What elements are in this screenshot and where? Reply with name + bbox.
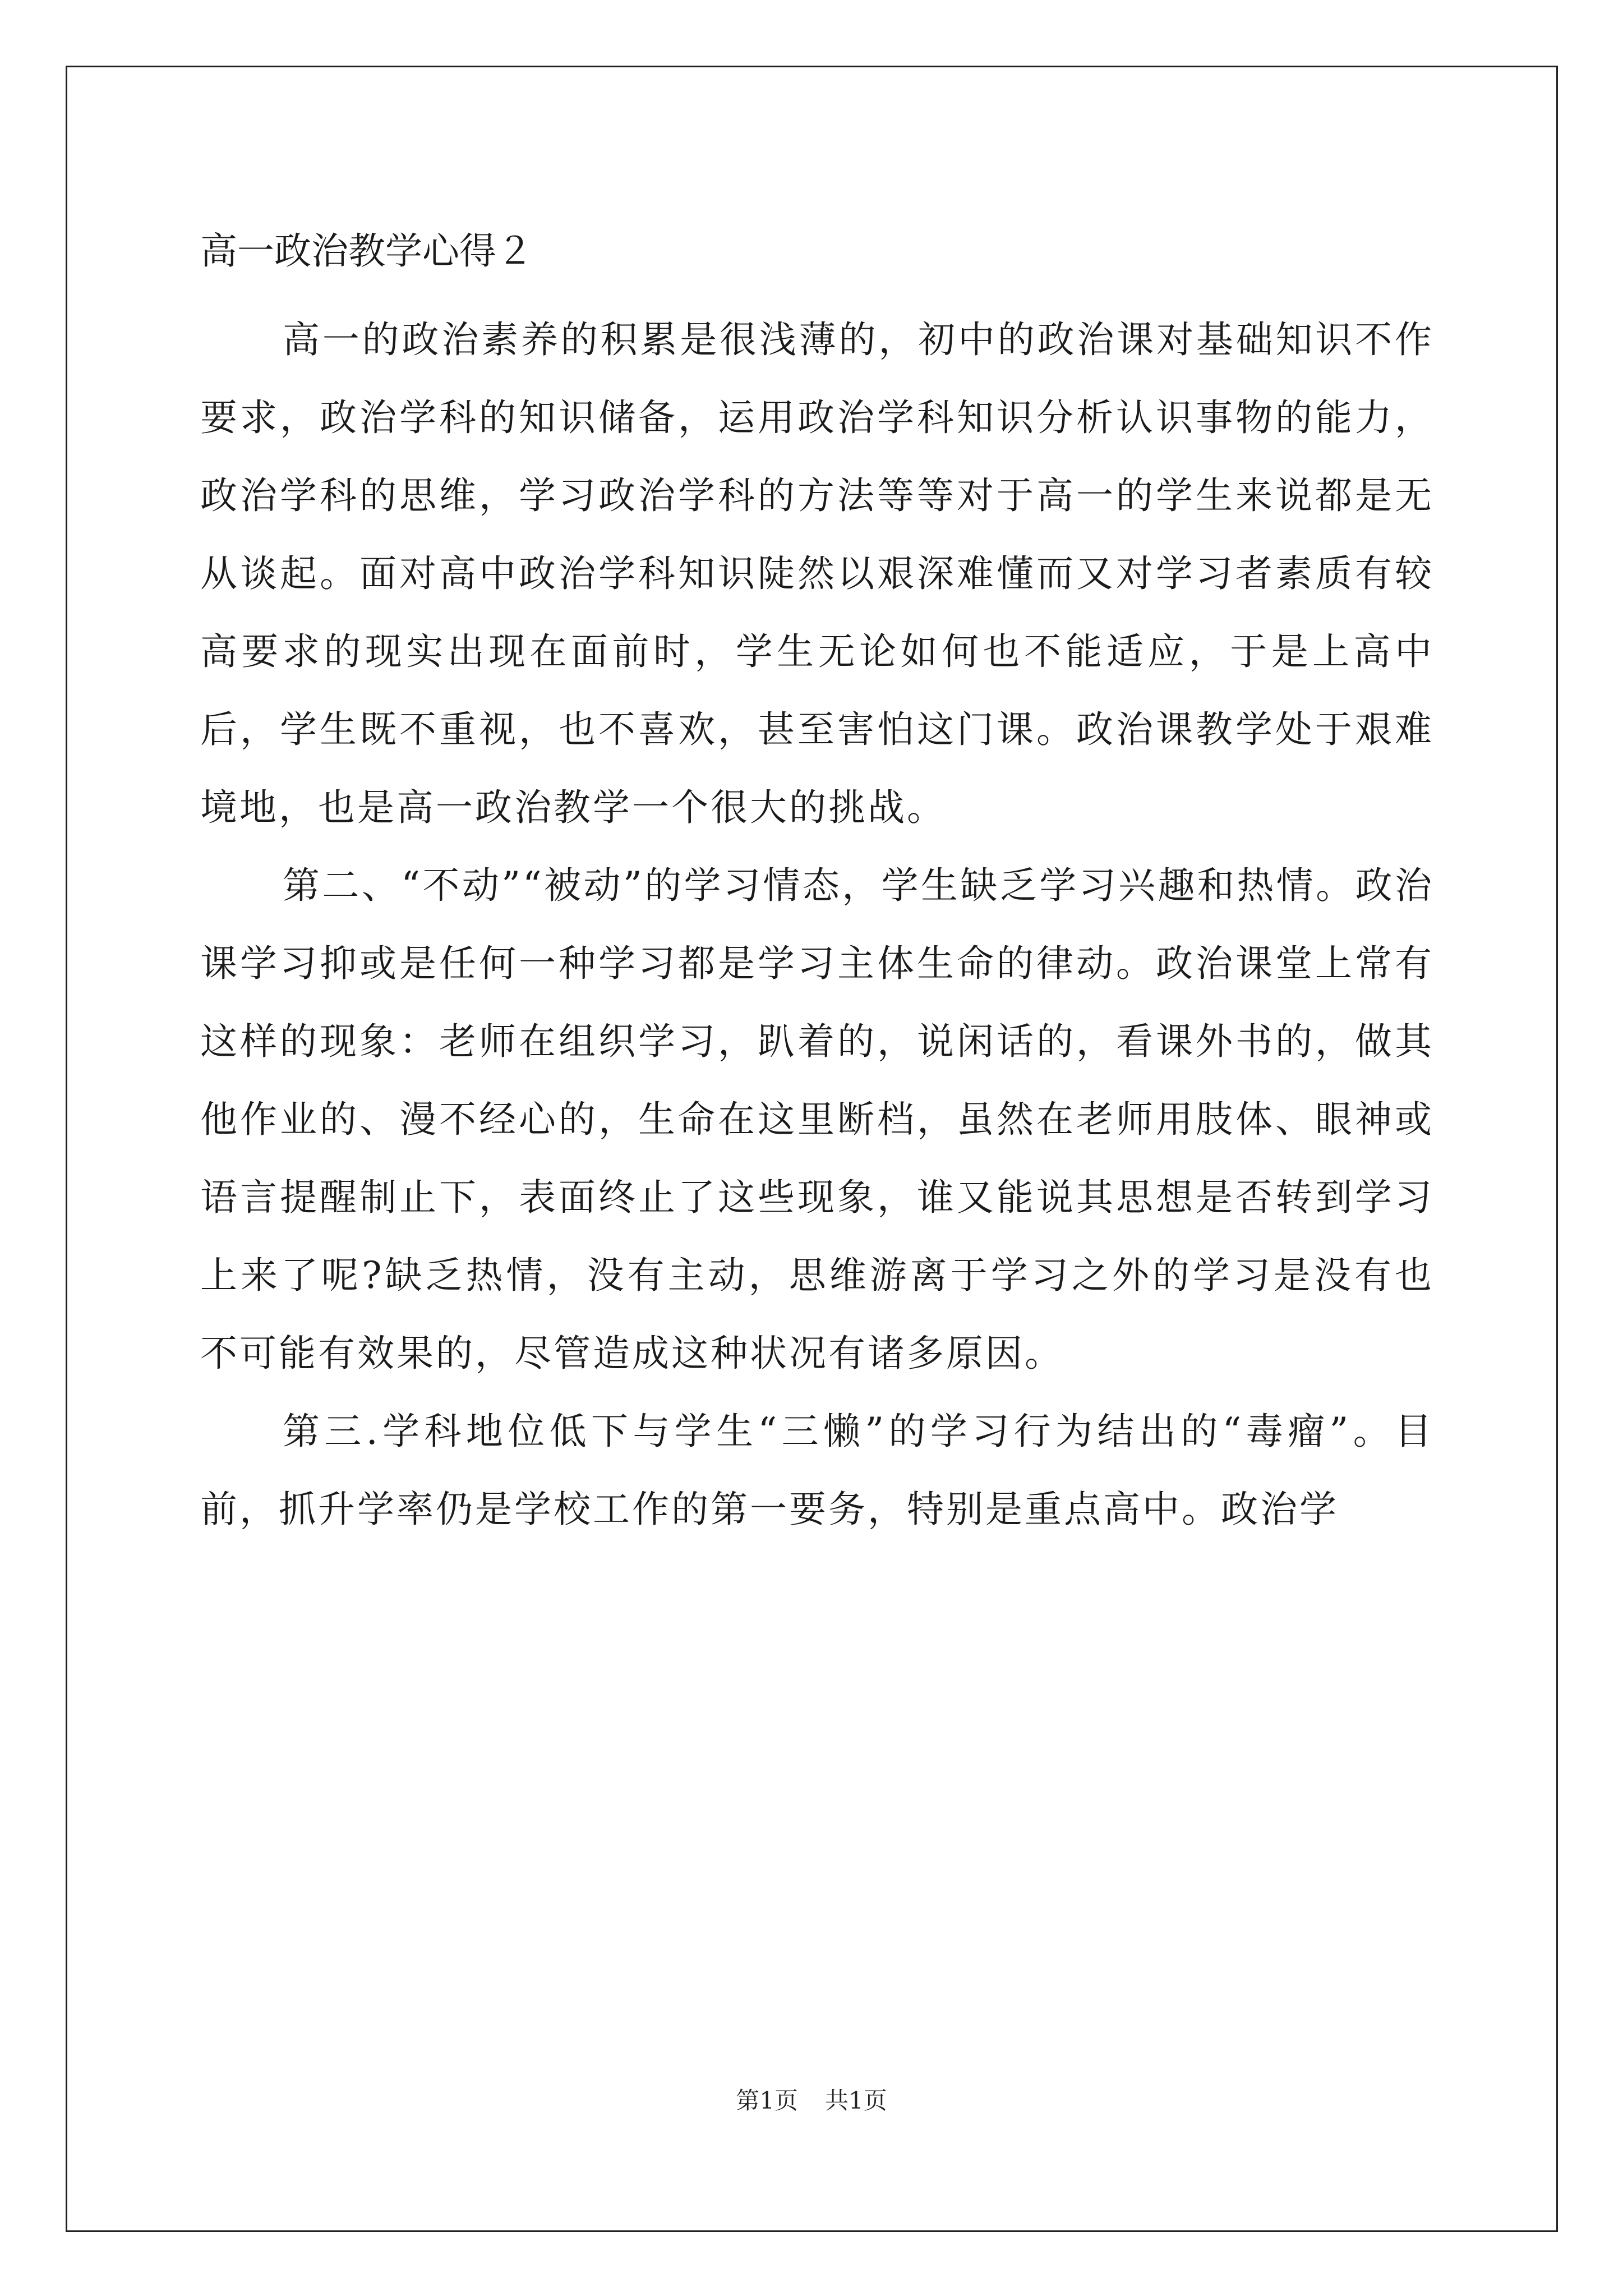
paragraph-3: 第三.学科地位低下与学生“三懒”的学习行为结出的“毒瘤”。目前，抓升学率仍是学校工作的第一要务，特别是重点高中。政治学: [200, 1410, 1434, 1531]
page-number: 第1页: [736, 2087, 798, 2114]
paragraph-2: 第二、“不动”“被动”的学习情态，学生缺乏学习兴趣和热情。政治课学习抑或是任何一种学习都是学习主体生命的律动。政治课堂上常有这样的现象：老师在组织学习，趴着的，说闲话的，看课外书的，做其他作业的、漫不经心的，生命在这里断档，虽然在老师用肢体、眼神或语言提醒制止下，表面终止了这些现象，谁又能说其思想是否转到学习上来了呢?缺乏热情，没有主动，思维游离于学习之外的学习是没有也不可能有效果的，尽管造成这种状况有诸多原因。: [200, 864, 1434, 1375]
page-footer: [0, 2084, 1623, 2118]
total-pages: 共1页: [825, 2087, 887, 2114]
document-title: 高一政治教学心得２: [200, 229, 533, 273]
document-body: [200, 216, 1434, 1548]
paragraph-1: 高一的政治素养的积累是很浅薄的，初中的政治课对基础知识不作要求，政治学科的知识储备，运用政治学科知识分析认识事物的能力，政治学科的思维，学习政治学科的方法等等对于高一的学生来说都是无从谈起。面对高中政治学科知识陡然以艰深难懂而又对学习者素质有较高要求的现实出现在面前时，学生无论如何也不能适应，于是上高中后，学生既不重视，也不喜欢，甚至害怕这门课。政治课教学处于艰难境地，也是高一政治教学一个很大的挑战。: [200, 318, 1434, 829]
